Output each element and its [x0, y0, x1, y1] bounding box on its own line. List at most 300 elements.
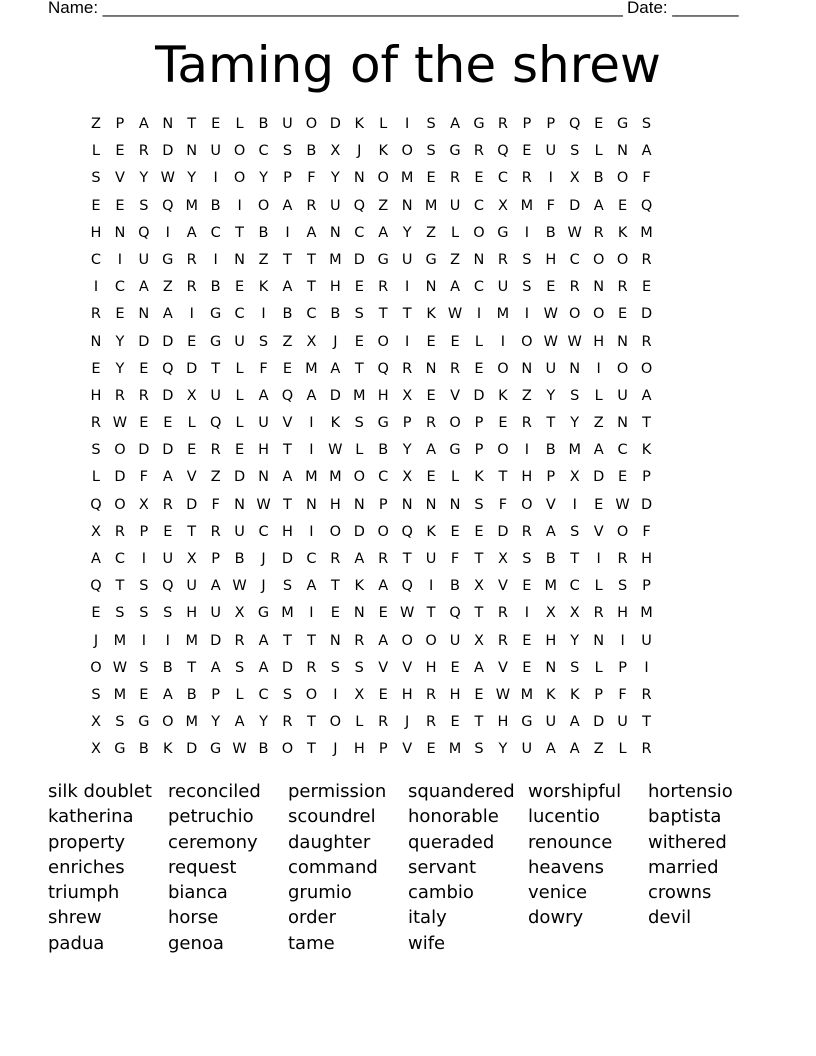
- grid-letter[interactable]: A: [641, 387, 652, 404]
- grid-letter[interactable]: R: [497, 632, 508, 649]
- grid-letter[interactable]: D: [138, 442, 150, 459]
- grid-letter[interactable]: O: [257, 197, 270, 214]
- grid-letter[interactable]: E: [163, 415, 173, 432]
- grid-letter[interactable]: E: [641, 279, 652, 296]
- grid-letter[interactable]: R: [617, 551, 628, 567]
- grid-letter[interactable]: F: [498, 496, 508, 513]
- grid-letter[interactable]: E: [474, 170, 484, 187]
- grid-letter[interactable]: Q: [401, 523, 413, 540]
- grid-letter[interactable]: E: [618, 197, 628, 214]
- grid-letter[interactable]: F: [259, 360, 268, 377]
- grid-letter[interactable]: Y: [402, 442, 412, 459]
- grid-letter[interactable]: L: [235, 387, 244, 404]
- grid-letter[interactable]: H: [497, 714, 509, 731]
- grid-letter[interactable]: C: [90, 251, 102, 268]
- grid-letter[interactable]: X: [91, 714, 101, 731]
- grid-letter[interactable]: C: [306, 306, 317, 323]
- grid-letter[interactable]: B: [210, 197, 221, 214]
- grid-letter[interactable]: X: [545, 605, 556, 622]
- date-field[interactable]: Date: _______: [627, 0, 739, 17]
- grid-letter[interactable]: D: [186, 496, 198, 513]
- grid-letter[interactable]: I: [524, 442, 529, 459]
- grid-letter[interactable]: C: [210, 224, 221, 241]
- grid-letter[interactable]: E: [522, 143, 532, 160]
- grid-letter[interactable]: S: [115, 714, 125, 731]
- grid-letter[interactable]: K: [163, 741, 173, 758]
- grid-letter[interactable]: X: [306, 333, 317, 350]
- grid-letter[interactable]: I: [285, 224, 290, 241]
- grid-letter[interactable]: C: [258, 523, 269, 540]
- grid-letter[interactable]: H: [377, 387, 389, 404]
- grid-letter[interactable]: Y: [115, 360, 125, 377]
- grid-letter[interactable]: T: [474, 551, 484, 567]
- grid-letter[interactable]: L: [618, 741, 627, 758]
- grid-letter[interactable]: F: [139, 469, 149, 486]
- grid-letter[interactable]: E: [378, 605, 388, 622]
- grid-letter[interactable]: N: [617, 415, 629, 432]
- grid-letter[interactable]: V: [450, 387, 460, 404]
- grid-letter[interactable]: I: [405, 333, 410, 350]
- grid-letter[interactable]: O: [90, 659, 102, 676]
- grid-letter[interactable]: P: [474, 442, 484, 459]
- grid-letter[interactable]: T: [187, 116, 197, 132]
- grid-letter[interactable]: I: [500, 333, 506, 350]
- grid-letter[interactable]: S: [91, 686, 101, 703]
- grid-letter[interactable]: A: [354, 551, 365, 567]
- grid-letter[interactable]: R: [210, 442, 221, 459]
- grid-letter[interactable]: U: [282, 116, 293, 132]
- grid-letter[interactable]: M: [113, 686, 127, 703]
- grid-letter[interactable]: I: [405, 116, 410, 132]
- grid-letter[interactable]: Q: [162, 360, 174, 377]
- grid-letter[interactable]: H: [329, 496, 341, 513]
- grid-letter[interactable]: E: [115, 306, 125, 323]
- grid-letter[interactable]: I: [572, 496, 577, 513]
- grid-letter[interactable]: A: [138, 116, 149, 132]
- grid-letter[interactable]: N: [425, 360, 437, 377]
- grid-letter[interactable]: D: [569, 197, 581, 214]
- grid-letter[interactable]: P: [378, 741, 388, 758]
- grid-letter[interactable]: M: [640, 224, 653, 241]
- grid-letter[interactable]: T: [283, 442, 292, 459]
- grid-letter[interactable]: Y: [498, 741, 508, 758]
- grid-letter[interactable]: U: [234, 523, 245, 540]
- grid-letter[interactable]: N: [162, 116, 174, 132]
- grid-letter[interactable]: F: [307, 170, 316, 187]
- grid-letter[interactable]: W: [495, 686, 511, 703]
- grid-letter[interactable]: O: [114, 442, 126, 459]
- grid-letter[interactable]: R: [521, 415, 532, 432]
- grid-letter[interactable]: G: [162, 251, 174, 268]
- grid-letter[interactable]: E: [426, 333, 436, 350]
- grid-letter[interactable]: I: [476, 306, 482, 323]
- grid-letter[interactable]: R: [186, 279, 197, 296]
- grid-letter[interactable]: E: [546, 279, 556, 296]
- grid-letter[interactable]: P: [618, 659, 627, 676]
- grid-letter[interactable]: J: [261, 551, 266, 567]
- grid-letter[interactable]: B: [330, 306, 341, 323]
- grid-letter[interactable]: G: [138, 714, 150, 731]
- grid-letter[interactable]: W: [543, 333, 558, 350]
- grid-letter[interactable]: M: [496, 306, 510, 323]
- grid-letter[interactable]: L: [474, 333, 484, 350]
- grid-letter[interactable]: O: [377, 333, 389, 350]
- grid-letter[interactable]: W: [543, 306, 558, 323]
- grid-letter[interactable]: B: [258, 116, 269, 132]
- grid-letter[interactable]: F: [450, 551, 460, 567]
- grid-letter[interactable]: S: [139, 605, 149, 622]
- grid-letter[interactable]: I: [548, 170, 553, 187]
- grid-letter[interactable]: U: [617, 714, 628, 731]
- grid-letter[interactable]: I: [309, 605, 314, 622]
- grid-letter[interactable]: Z: [450, 251, 460, 268]
- grid-letter[interactable]: G: [616, 116, 629, 132]
- grid-letter[interactable]: R: [497, 605, 508, 622]
- grid-letter[interactable]: M: [329, 469, 342, 486]
- grid-letter[interactable]: A: [306, 224, 317, 241]
- grid-letter[interactable]: P: [378, 496, 388, 513]
- grid-letter[interactable]: X: [138, 496, 149, 513]
- grid-letter[interactable]: S: [282, 143, 293, 160]
- grid-letter[interactable]: O: [616, 170, 629, 187]
- grid-letter[interactable]: K: [426, 306, 436, 323]
- grid-letter[interactable]: K: [569, 686, 580, 703]
- grid-letter[interactable]: H: [401, 686, 413, 703]
- grid-letter[interactable]: O: [569, 306, 581, 323]
- grid-letter[interactable]: O: [592, 251, 605, 268]
- grid-letter[interactable]: E: [139, 360, 149, 377]
- grid-letter[interactable]: O: [521, 496, 533, 513]
- grid-letter[interactable]: K: [378, 143, 388, 160]
- grid-letter[interactable]: H: [282, 523, 293, 540]
- grid-letter[interactable]: L: [235, 415, 244, 432]
- grid-letter[interactable]: H: [545, 251, 557, 268]
- grid-letter[interactable]: Y: [211, 714, 221, 731]
- grid-letter[interactable]: V: [402, 741, 413, 758]
- grid-letter[interactable]: M: [329, 251, 342, 268]
- grid-letter[interactable]: Q: [401, 578, 413, 595]
- grid-letter[interactable]: S: [474, 741, 484, 758]
- grid-letter[interactable]: U: [449, 632, 461, 649]
- grid-letter[interactable]: Q: [162, 578, 174, 595]
- grid-letter[interactable]: G: [473, 116, 485, 132]
- grid-letter[interactable]: S: [115, 605, 125, 622]
- grid-letter[interactable]: I: [596, 360, 601, 377]
- grid-letter[interactable]: P: [283, 170, 292, 187]
- grid-letter[interactable]: J: [405, 714, 410, 731]
- grid-letter[interactable]: S: [570, 523, 580, 540]
- grid-letter[interactable]: E: [498, 415, 508, 432]
- grid-letter[interactable]: R: [521, 523, 532, 540]
- grid-letter[interactable]: Y: [115, 333, 125, 350]
- grid-letter[interactable]: R: [90, 306, 101, 323]
- grid-letter[interactable]: C: [114, 279, 125, 296]
- grid-letter[interactable]: S: [163, 605, 173, 622]
- grid-letter[interactable]: D: [640, 306, 653, 323]
- grid-letter[interactable]: D: [281, 551, 294, 567]
- grid-letter[interactable]: A: [258, 659, 269, 676]
- grid-letter[interactable]: Z: [521, 387, 532, 404]
- grid-letter[interactable]: Z: [593, 741, 604, 758]
- grid-letter[interactable]: O: [401, 632, 413, 649]
- grid-letter[interactable]: B: [593, 170, 604, 187]
- grid-letter[interactable]: E: [354, 279, 364, 296]
- grid-letter[interactable]: Q: [569, 116, 581, 132]
- grid-letter[interactable]: I: [428, 578, 434, 595]
- grid-letter[interactable]: A: [378, 578, 389, 595]
- grid-letter[interactable]: A: [306, 578, 317, 595]
- grid-letter[interactable]: H: [90, 387, 102, 404]
- grid-letter[interactable]: Y: [570, 632, 580, 649]
- grid-letter[interactable]: W: [328, 442, 343, 459]
- grid-letter[interactable]: I: [524, 306, 529, 323]
- grid-letter[interactable]: T: [306, 632, 316, 649]
- grid-letter[interactable]: S: [474, 496, 484, 513]
- grid-letter[interactable]: J: [333, 741, 338, 758]
- grid-letter[interactable]: T: [402, 551, 412, 567]
- grid-letter[interactable]: E: [235, 442, 245, 459]
- grid-letter[interactable]: N: [186, 143, 198, 160]
- grid-letter[interactable]: O: [592, 306, 605, 323]
- grid-letter[interactable]: O: [616, 523, 629, 540]
- grid-letter[interactable]: R: [378, 714, 389, 731]
- grid-letter[interactable]: S: [234, 659, 245, 676]
- grid-letter[interactable]: D: [186, 360, 198, 377]
- grid-letter[interactable]: L: [91, 143, 101, 160]
- grid-letter[interactable]: N: [425, 279, 437, 296]
- grid-letter[interactable]: X: [569, 170, 580, 187]
- grid-letter[interactable]: Y: [259, 170, 268, 187]
- grid-letter[interactable]: Q: [449, 605, 461, 622]
- grid-letter[interactable]: I: [213, 170, 218, 187]
- grid-letter[interactable]: C: [569, 251, 580, 268]
- grid-letter[interactable]: V: [593, 523, 604, 540]
- grid-letter[interactable]: R: [330, 551, 341, 567]
- grid-letter[interactable]: C: [473, 197, 485, 214]
- grid-letter[interactable]: G: [377, 251, 389, 268]
- grid-letter[interactable]: U: [258, 415, 269, 432]
- grid-letter[interactable]: T: [354, 360, 364, 377]
- grid-letter[interactable]: O: [497, 442, 509, 459]
- grid-letter[interactable]: O: [329, 523, 342, 540]
- grid-letter[interactable]: Q: [162, 197, 174, 214]
- grid-letter[interactable]: X: [186, 387, 197, 404]
- grid-letter[interactable]: C: [617, 442, 628, 459]
- grid-letter[interactable]: X: [402, 469, 413, 486]
- grid-letter[interactable]: P: [474, 415, 484, 432]
- grid-letter[interactable]: R: [114, 523, 125, 540]
- grid-letter[interactable]: H: [521, 469, 533, 486]
- grid-letter[interactable]: S: [330, 659, 340, 676]
- grid-letter[interactable]: E: [91, 197, 101, 214]
- grid-letter[interactable]: A: [258, 632, 269, 649]
- grid-letter[interactable]: K: [354, 116, 365, 132]
- grid-letter[interactable]: A: [306, 387, 317, 404]
- grid-letter[interactable]: P: [402, 415, 412, 432]
- grid-letter[interactable]: A: [234, 714, 245, 731]
- grid-letter[interactable]: U: [641, 632, 652, 649]
- grid-letter[interactable]: W: [232, 578, 247, 595]
- grid-letter[interactable]: V: [114, 170, 125, 187]
- grid-letter[interactable]: P: [522, 116, 532, 132]
- grid-letter[interactable]: R: [90, 415, 101, 432]
- grid-letter[interactable]: C: [354, 224, 365, 241]
- grid-letter[interactable]: R: [354, 632, 365, 649]
- grid-letter[interactable]: E: [330, 605, 340, 622]
- grid-letter[interactable]: W: [232, 741, 247, 758]
- grid-letter[interactable]: T: [306, 279, 316, 296]
- grid-letter[interactable]: P: [594, 686, 604, 703]
- grid-letter[interactable]: B: [545, 551, 556, 567]
- grid-letter[interactable]: R: [569, 279, 580, 296]
- grid-letter[interactable]: A: [641, 143, 652, 160]
- grid-letter[interactable]: A: [545, 741, 556, 758]
- grid-letter[interactable]: E: [211, 116, 221, 132]
- grid-letter[interactable]: N: [569, 360, 581, 377]
- grid-letter[interactable]: J: [261, 578, 266, 595]
- grid-letter[interactable]: E: [618, 469, 628, 486]
- grid-letter[interactable]: X: [354, 686, 365, 703]
- grid-letter[interactable]: G: [497, 224, 509, 241]
- grid-letter[interactable]: L: [594, 387, 603, 404]
- grid-letter[interactable]: B: [258, 741, 269, 758]
- grid-letter[interactable]: D: [329, 387, 341, 404]
- grid-letter[interactable]: V: [186, 469, 197, 486]
- grid-letter[interactable]: L: [355, 442, 364, 459]
- grid-letter[interactable]: I: [524, 605, 529, 622]
- grid-letter[interactable]: A: [450, 116, 460, 132]
- grid-letter[interactable]: T: [235, 224, 245, 241]
- grid-letter[interactable]: D: [186, 741, 198, 758]
- grid-letter[interactable]: W: [399, 605, 415, 622]
- grid-letter[interactable]: E: [163, 523, 173, 540]
- grid-letter[interactable]: T: [306, 714, 316, 731]
- grid-letter[interactable]: R: [282, 714, 293, 731]
- grid-letter[interactable]: L: [594, 578, 603, 595]
- grid-letter[interactable]: I: [165, 632, 170, 649]
- grid-letter[interactable]: E: [522, 659, 532, 676]
- grid-letter[interactable]: Q: [640, 197, 653, 214]
- grid-letter[interactable]: N: [473, 251, 485, 268]
- grid-letter[interactable]: B: [210, 279, 221, 296]
- grid-letter[interactable]: K: [546, 686, 556, 703]
- grid-letter[interactable]: O: [377, 523, 389, 540]
- grid-letter[interactable]: Q: [497, 143, 509, 160]
- grid-letter[interactable]: A: [593, 197, 604, 214]
- grid-letter[interactable]: R: [449, 170, 461, 187]
- grid-letter[interactable]: S: [354, 415, 364, 432]
- grid-letter[interactable]: M: [400, 170, 414, 187]
- grid-letter[interactable]: N: [449, 496, 461, 513]
- grid-letter[interactable]: R: [593, 605, 604, 622]
- grid-letter[interactable]: F: [546, 197, 555, 214]
- grid-letter[interactable]: M: [185, 197, 198, 214]
- grid-letter[interactable]: F: [618, 686, 627, 703]
- grid-letter[interactable]: Y: [187, 170, 197, 187]
- grid-letter[interactable]: E: [426, 469, 436, 486]
- grid-letter[interactable]: O: [305, 116, 318, 132]
- grid-letter[interactable]: R: [617, 279, 628, 296]
- grid-letter[interactable]: B: [234, 551, 245, 567]
- grid-letter[interactable]: D: [353, 523, 365, 540]
- grid-letter[interactable]: A: [569, 741, 580, 758]
- grid-letter[interactable]: O: [353, 469, 365, 486]
- grid-letter[interactable]: R: [378, 551, 389, 567]
- grid-letter[interactable]: M: [448, 741, 462, 758]
- grid-letter[interactable]: N: [521, 360, 533, 377]
- grid-letter[interactable]: L: [594, 143, 603, 160]
- grid-letter[interactable]: S: [426, 116, 436, 132]
- grid-letter[interactable]: I: [165, 224, 170, 241]
- grid-letter[interactable]: D: [593, 714, 605, 731]
- grid-letter[interactable]: X: [186, 551, 197, 567]
- grid-letter[interactable]: E: [474, 523, 484, 540]
- grid-letter[interactable]: E: [450, 333, 460, 350]
- grid-letter[interactable]: S: [426, 143, 436, 160]
- grid-letter[interactable]: S: [570, 143, 580, 160]
- grid-letter[interactable]: W: [615, 496, 630, 513]
- grid-letter[interactable]: T: [283, 632, 292, 649]
- grid-letter[interactable]: M: [568, 442, 581, 459]
- grid-letter[interactable]: U: [138, 251, 150, 268]
- grid-letter[interactable]: L: [450, 469, 460, 486]
- grid-letter[interactable]: A: [569, 714, 580, 731]
- grid-letter[interactable]: N: [258, 469, 269, 486]
- grid-letter[interactable]: O: [233, 143, 246, 160]
- grid-letter[interactable]: Y: [546, 387, 556, 404]
- grid-letter[interactable]: D: [162, 387, 174, 404]
- grid-letter[interactable]: U: [210, 387, 221, 404]
- grid-letter[interactable]: S: [91, 442, 101, 459]
- grid-letter[interactable]: A: [378, 632, 389, 649]
- grid-letter[interactable]: I: [141, 551, 146, 567]
- grid-letter[interactable]: Z: [91, 116, 101, 132]
- grid-letter[interactable]: L: [594, 659, 603, 676]
- grid-letter[interactable]: E: [450, 659, 460, 676]
- grid-letter[interactable]: U: [401, 251, 413, 268]
- grid-letter[interactable]: E: [91, 605, 101, 622]
- grid-letter[interactable]: O: [162, 714, 174, 731]
- grid-letter[interactable]: T: [474, 605, 484, 622]
- grid-letter[interactable]: O: [640, 360, 653, 377]
- grid-letter[interactable]: A: [330, 360, 341, 377]
- grid-letter[interactable]: E: [618, 306, 628, 323]
- grid-letter[interactable]: U: [521, 741, 533, 758]
- grid-letter[interactable]: D: [162, 333, 174, 350]
- grid-letter[interactable]: R: [378, 279, 389, 296]
- grid-letter[interactable]: A: [91, 551, 101, 567]
- grid-letter[interactable]: R: [402, 360, 413, 377]
- grid-letter[interactable]: S: [139, 578, 149, 595]
- grid-letter[interactable]: P: [546, 469, 556, 486]
- grid-letter[interactable]: R: [593, 224, 604, 241]
- grid-letter[interactable]: R: [306, 197, 317, 214]
- grid-letter[interactable]: F: [642, 170, 651, 187]
- grid-letter[interactable]: N: [617, 143, 629, 160]
- grid-letter[interactable]: L: [355, 714, 364, 731]
- grid-letter[interactable]: A: [282, 469, 293, 486]
- grid-letter[interactable]: T: [378, 306, 388, 323]
- grid-letter[interactable]: E: [378, 686, 388, 703]
- grid-letter[interactable]: C: [258, 143, 269, 160]
- grid-letter[interactable]: X: [569, 469, 580, 486]
- grid-letter[interactable]: X: [402, 387, 413, 404]
- grid-letter[interactable]: R: [641, 686, 652, 703]
- grid-letter[interactable]: D: [210, 632, 222, 649]
- grid-letter[interactable]: S: [641, 116, 652, 132]
- grid-letter[interactable]: E: [187, 442, 197, 459]
- grid-letter[interactable]: A: [474, 659, 484, 676]
